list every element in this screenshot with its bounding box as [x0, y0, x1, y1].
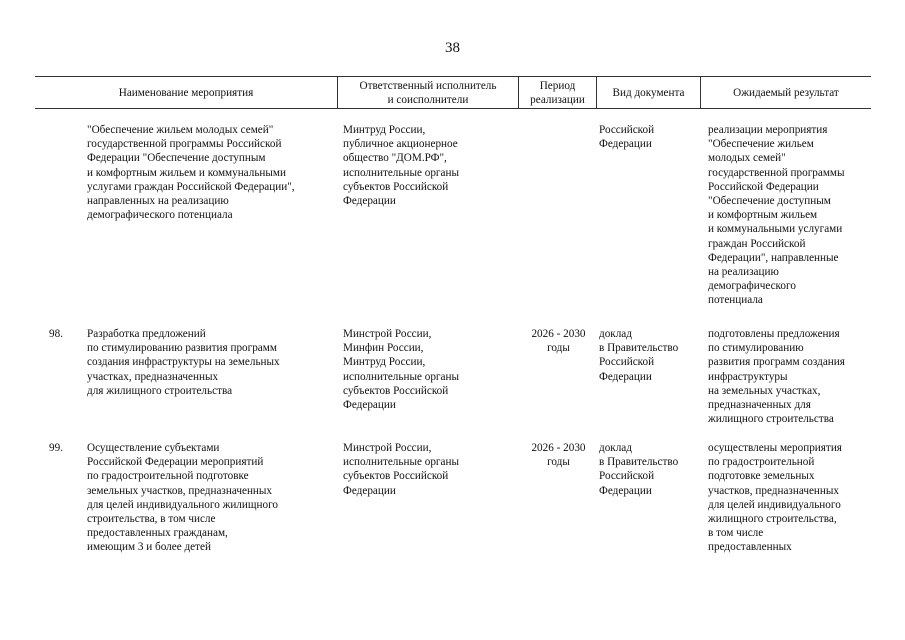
row-98-name: Разработка предложений по стимулированию развития программ создания инфраструктуры на земельных участках, предназначенных для жилищного строительства [87, 328, 280, 397]
header-period: Период реализации [530, 79, 585, 106]
row-98-executor: Минстрой России, Минфин России, Минтруд России, исполнительные органы субъектов Российской Федерации [343, 328, 459, 412]
row-1-name: "Обеспечение жильем молодых семей" государственной программы Российской Федерации "Обеспечение доступным и комфортным жильем и коммунальными услугами граждан Российской Федерации", направленных на реализацию демографического потенциала [87, 124, 295, 222]
row-98-number: 98. [49, 328, 63, 340]
row-1-executor: Минтруд России, публичное акционерное общество "ДОМ.РФ", исполнительные органы субъектов Российской Федерации [343, 124, 459, 208]
row-99-executor: Минстрой России, исполнительные органы субъектов Российской Федерации [343, 442, 459, 497]
row-1-doc-type: Российской Федерации [599, 124, 655, 151]
header-doc-type: Вид документа [612, 86, 685, 99]
header-name: Наименование мероприятия [118, 86, 254, 99]
row-99-name: Осуществление субъектами Российской Федерации мероприятий по градостроительной подготовке земельных участков, предназначенных для целей индивидуального жилищного строительства, в том числе предоставленных гражданам, имеющим 3 и более детей [87, 442, 278, 554]
row-99-number: 99. [49, 442, 63, 454]
row-98-result: подготовлены предложения по стимулированию развития программ создания инфраструктуры на земельных участках, предназначенных для жилищного строительства [708, 328, 845, 426]
row-99-doc-type: доклад в Правительство Российской Федерации [599, 442, 679, 497]
header-executor: Ответственный исполнитель и соисполнители [359, 79, 497, 106]
row-98-period: 2026 - 2030 годы [531, 328, 586, 355]
row-98-doc-type: доклад в Правительство Российской Федерации [599, 328, 679, 383]
row-1-result: реализации мероприятия "Обеспечение жильем молодых семей" государственной программы Российской Федерации "Обеспечение доступным и комфортным жильем и коммунальными услугами граждан Российской Федерации", направленные на реализацию демографического потенциала [708, 124, 845, 307]
header-result: Ожидаемый результат [733, 86, 839, 99]
row-99-result: осуществлены мероприятия по градостроительной подготовке земельных участков, предназначенных для целей индивидуального жилищного строительства, в том числе предоставленных [708, 442, 842, 554]
page-number: 38 [445, 40, 460, 56]
row-99-period: 2026 - 2030 годы [531, 442, 586, 469]
